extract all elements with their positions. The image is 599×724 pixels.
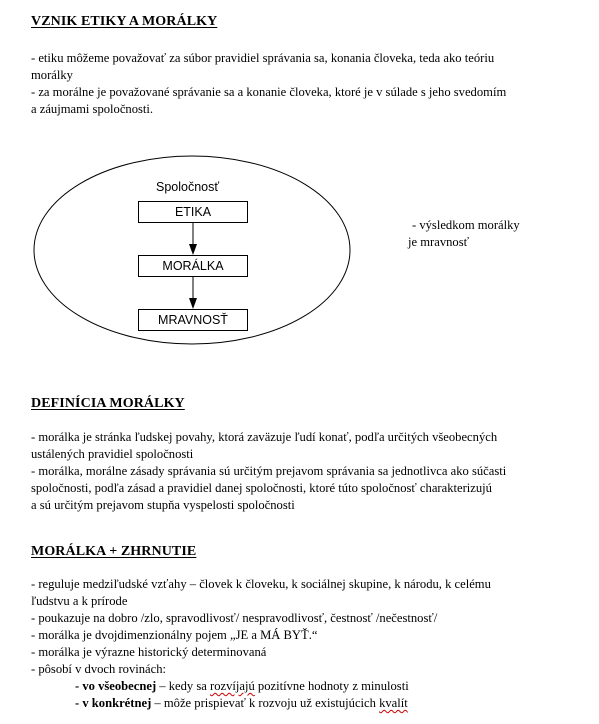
text-line: a sú určitým prejavom stupňa vyspelosti spoločnosti xyxy=(31,498,295,512)
sub-item-bold: - vo všeobecnej xyxy=(75,679,157,693)
section-heading-vznik: VZNIK ETIKY A MORÁLKY xyxy=(31,14,218,29)
text-line: - morálka je stránka ľudskej povahy, ktorá zaväzuje ľudí konať, podľa určitých všeobecných xyxy=(31,430,498,444)
text-line: - morálka, morálne zásady správania sú určitým prejavom správania sa jednotlivca ako súčasti xyxy=(31,464,507,478)
spellcheck-word: kvalít xyxy=(379,696,408,710)
sub-item-konkretnej xyxy=(31,695,581,712)
text-line: ľudstvu a k prírode xyxy=(31,594,128,608)
section-heading-zhrnutie: MORÁLKA + ZHRNUTIE xyxy=(31,544,197,559)
section-definicia-text xyxy=(31,429,581,514)
section-heading-definicia: DEFINÍCIA MORÁLKY xyxy=(31,396,185,411)
text-line: - za morálne je považované správanie sa a konanie človeka, ktoré je v súlade s jeho svedomím xyxy=(31,85,507,99)
spellcheck-word: rozvíjajú xyxy=(210,679,255,693)
side-note xyxy=(408,217,520,251)
text-line: - reguluje medziľudské vzťahy – človek k človeku, k sociálnej skupine, k národu, k celému xyxy=(31,577,491,591)
arrowhead-1 xyxy=(189,244,197,255)
text-line: ustálených pravidiel spoločnosti xyxy=(31,447,194,461)
box-etika: ETIKA xyxy=(138,201,248,223)
arrowhead-2 xyxy=(189,298,197,309)
text-line: a záujmami spoločnosti. xyxy=(31,102,154,116)
box-mravnost: MRAVNOSŤ xyxy=(138,309,248,331)
section-zhrnutie-text xyxy=(31,576,581,712)
sub-item-text: pozitívne hodnoty z minulosti xyxy=(254,679,409,693)
text-line: - poukazuje na dobro /zlo, spravodlivosť/ nespravodlivosť, čestnosť /nečestnosť/ xyxy=(31,611,438,625)
box-moralka: MORÁLKA xyxy=(138,255,248,277)
sub-item-vseobecnej xyxy=(31,678,581,695)
side-note-line: je mravnosť xyxy=(408,235,469,249)
side-note-line: - výsledkom morálky xyxy=(412,218,520,232)
text-line: spoločnosti, podľa zásad a pravidiel danej spoločnosti, ktoré túto spoločnosť charakterizujú xyxy=(31,481,492,495)
text-line: morálky xyxy=(31,68,73,82)
text-line: - etiku môžeme považovať za súbor pravidiel správania sa, konania človeka, teda ako teóriu xyxy=(31,51,495,65)
text-line: - morálka je výrazne historický determinovaná xyxy=(31,645,267,659)
text-line: - morálka je dvojdimenzionálny pojem „JE a MÁ BYŤ.“ xyxy=(31,628,318,642)
sub-item-text: – môže prispievať k rozvoju už existujúcich xyxy=(151,696,380,710)
sub-item-text: – kedy sa xyxy=(156,679,211,693)
society-label: Spoločnosť xyxy=(156,180,220,194)
text-line: - pôsobí v dvoch rovinách: xyxy=(31,662,167,676)
sub-item-bold: - v konkrétnej xyxy=(75,696,152,710)
